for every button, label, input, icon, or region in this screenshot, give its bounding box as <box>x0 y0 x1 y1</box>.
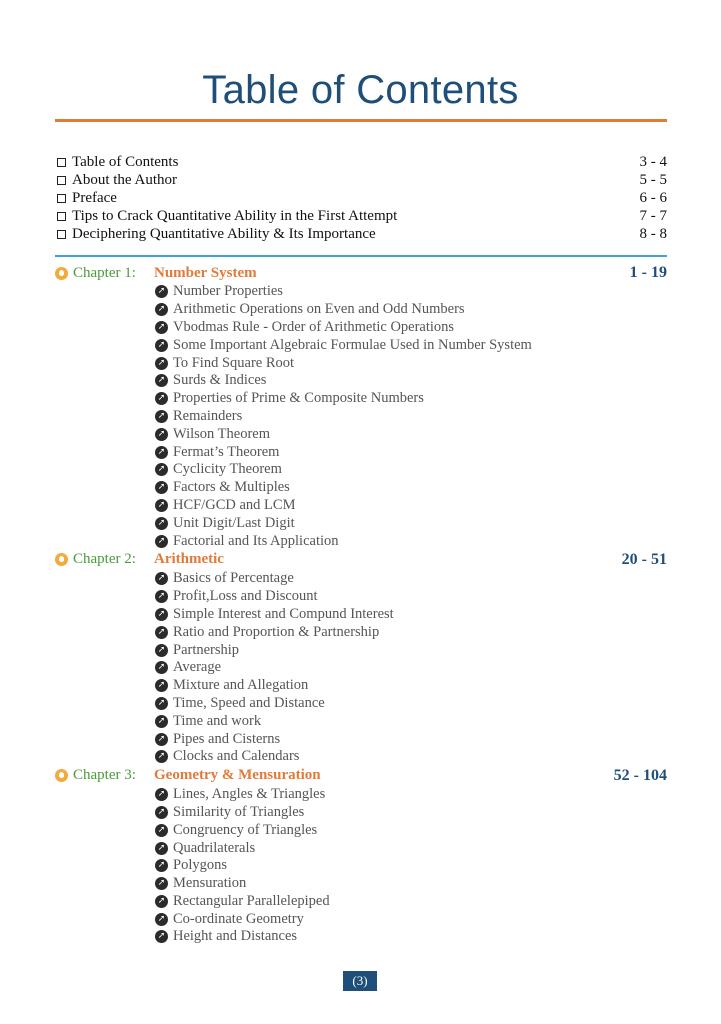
chapter-label: Chapter 3: <box>73 767 136 784</box>
topic-item[interactable] <box>55 354 667 372</box>
chapter-title: Number System <box>154 264 257 281</box>
topic-label: Fermat’s Theorem <box>173 443 280 460</box>
topic-item[interactable] <box>55 479 667 497</box>
topic-label: Quadrilaterals <box>173 839 256 856</box>
arrow-circle-icon: ➚ <box>155 374 168 387</box>
checkbox-icon <box>57 230 66 239</box>
topic-item[interactable] <box>55 748 667 766</box>
front-matter-item[interactable] <box>55 189 667 207</box>
arrow-circle-icon: ➚ <box>155 930 168 943</box>
arrow-circle-icon: ➚ <box>155 877 168 890</box>
topic-list <box>55 786 667 946</box>
topic-list <box>55 283 667 550</box>
chapter-block <box>55 550 667 766</box>
arrow-circle-icon: ➚ <box>155 644 168 657</box>
topic-label: To Find Square Root <box>173 354 295 371</box>
topic-label: Co-ordinate Geometry <box>173 910 304 927</box>
topic-label: Similarity of Triangles <box>173 803 305 820</box>
chapter-label: Chapter 1: <box>73 264 136 281</box>
topic-label: Factors & Multiples <box>173 479 290 496</box>
arrow-circle-icon: ➚ <box>155 788 168 801</box>
arrow-circle-icon: ➚ <box>155 463 168 476</box>
topic-label: Cyclicity Theorem <box>173 461 282 478</box>
arrow-circle-icon: ➚ <box>155 733 168 746</box>
chapter-title: Geometry & Mensuration <box>154 767 321 784</box>
front-matter-entry <box>55 172 177 189</box>
topic-label: Clocks and Calendars <box>173 748 300 765</box>
topic-label: Remainders <box>173 407 243 424</box>
topic-label: Arithmetic Operations on Even and Odd Numbers <box>173 301 465 318</box>
topic-item[interactable] <box>55 804 667 822</box>
front-matter-pages: 5 - 5 <box>639 171 667 188</box>
topic-item[interactable] <box>55 712 667 730</box>
arrow-circle-icon: ➚ <box>155 446 168 459</box>
arrow-circle-icon: ➚ <box>155 517 168 530</box>
arrow-circle-icon: ➚ <box>155 824 168 837</box>
front-matter-entry <box>55 154 178 171</box>
topic-item[interactable] <box>55 606 667 624</box>
topic-item[interactable] <box>55 372 667 390</box>
topic-item[interactable] <box>55 893 667 911</box>
checkbox-icon <box>57 158 66 167</box>
arrow-circle-icon: ➚ <box>155 535 168 548</box>
front-matter-entry <box>55 226 376 243</box>
topic-label: Mensuration <box>173 875 247 892</box>
chapter-pages: 20 - 51 <box>621 550 667 568</box>
section-divider <box>55 255 667 257</box>
front-matter-label: Table of Contents <box>72 153 179 170</box>
front-matter-item[interactable] <box>55 153 667 171</box>
topic-item[interactable] <box>55 319 667 337</box>
topic-item[interactable] <box>55 532 667 550</box>
arrow-circle-icon: ➚ <box>155 321 168 334</box>
topic-item[interactable] <box>55 301 667 319</box>
lightbulb-icon <box>55 769 68 782</box>
checkbox-icon <box>57 212 66 221</box>
topic-item[interactable] <box>55 875 667 893</box>
arrow-circle-icon: ➚ <box>155 285 168 298</box>
lightbulb-icon <box>55 553 68 566</box>
front-matter-pages: 6 - 6 <box>639 189 667 206</box>
topic-label: HCF/GCD and LCM <box>173 496 296 513</box>
arrow-circle-icon: ➚ <box>155 626 168 639</box>
topic-item[interactable] <box>55 570 667 588</box>
front-matter-item[interactable] <box>55 171 667 189</box>
topic-item[interactable] <box>55 786 667 804</box>
topic-label: Pipes and Cisterns <box>173 730 281 747</box>
topic-label: Mixture and Allegation <box>173 677 309 694</box>
topic-item[interactable] <box>55 443 667 461</box>
arrow-circle-icon: ➚ <box>155 806 168 819</box>
arrow-circle-icon: ➚ <box>155 715 168 728</box>
front-matter-list <box>55 153 667 243</box>
topic-item[interactable] <box>55 857 667 875</box>
checkbox-icon <box>57 194 66 203</box>
topic-label: Rectangular Parallelepiped <box>173 892 330 909</box>
topic-label: Height and Distances <box>173 928 298 945</box>
arrow-circle-icon: ➚ <box>155 895 168 908</box>
page-number: (3) <box>343 971 377 991</box>
front-matter-label: Tips to Crack Quantitative Ability in the First Attempt <box>72 207 398 224</box>
lightbulb-icon <box>55 267 68 280</box>
front-matter-pages: 7 - 7 <box>639 207 667 224</box>
front-matter-label: Deciphering Quantitative Ability & Its Importance <box>72 225 376 242</box>
arrow-circle-icon: ➚ <box>155 572 168 585</box>
front-matter-label: About the Author <box>72 171 177 188</box>
arrow-circle-icon: ➚ <box>155 499 168 512</box>
title-underline <box>55 119 667 122</box>
topic-item[interactable] <box>55 425 667 443</box>
front-matter-item[interactable] <box>55 225 667 243</box>
topic-label: Congruency of Triangles <box>173 821 318 838</box>
topic-label: Time, Speed and Distance <box>173 694 325 711</box>
arrow-circle-icon: ➚ <box>155 608 168 621</box>
topic-item[interactable] <box>55 928 667 946</box>
topic-item[interactable] <box>55 408 667 426</box>
topic-item[interactable] <box>55 910 667 928</box>
page-title: Table of Contents <box>202 68 519 112</box>
arrow-circle-icon: ➚ <box>155 303 168 316</box>
topic-label: Average <box>173 659 222 676</box>
arrow-circle-icon: ➚ <box>155 590 168 603</box>
topic-item[interactable] <box>55 659 667 677</box>
arrow-circle-icon: ➚ <box>155 697 168 710</box>
topic-label: Profit,Loss and Discount <box>173 588 318 605</box>
arrow-circle-icon: ➚ <box>155 842 168 855</box>
chapter-block <box>55 263 667 550</box>
front-matter-entry <box>55 208 397 225</box>
checkbox-icon <box>57 176 66 185</box>
chapter-label: Chapter 2: <box>73 551 136 568</box>
front-matter-item[interactable] <box>55 207 667 225</box>
topic-item[interactable] <box>55 695 667 713</box>
topic-item[interactable] <box>55 677 667 695</box>
topic-item[interactable] <box>55 390 667 408</box>
arrow-circle-icon: ➚ <box>155 859 168 872</box>
front-matter-pages: 3 - 4 <box>639 153 667 170</box>
topic-label: Time and work <box>173 712 262 729</box>
topic-label: Number Properties <box>173 283 283 300</box>
topic-label: Properties of Prime & Composite Numbers <box>173 390 424 407</box>
topic-label: Partnership <box>173 641 240 658</box>
front-matter-pages: 8 - 8 <box>639 225 667 242</box>
topic-item[interactable] <box>55 730 667 748</box>
arrow-circle-icon: ➚ <box>155 481 168 494</box>
chapter-title: Arithmetic <box>154 551 224 568</box>
chapter-pages: 52 - 104 <box>613 766 667 784</box>
topic-label: Some Important Algebraic Formulae Used in Number System <box>173 336 532 353</box>
topic-item[interactable] <box>55 821 667 839</box>
topic-item[interactable] <box>55 641 667 659</box>
arrow-circle-icon: ➚ <box>155 750 168 763</box>
chapter-pages: 1 - 19 <box>629 264 667 281</box>
chapter-heading[interactable] <box>55 263 667 283</box>
topic-item[interactable] <box>55 336 667 354</box>
topic-item[interactable] <box>55 497 667 515</box>
topic-label: Lines, Angles & Triangles <box>173 786 326 803</box>
topic-label: Polygons <box>173 857 227 874</box>
topic-list <box>55 570 667 766</box>
arrow-circle-icon: ➚ <box>155 661 168 674</box>
chapter-heading[interactable] <box>55 766 667 786</box>
front-matter-entry <box>55 190 117 207</box>
arrow-circle-icon: ➚ <box>155 339 168 352</box>
arrow-circle-icon: ➚ <box>155 428 168 441</box>
topic-item[interactable] <box>55 623 667 641</box>
topic-label: Vbodmas Rule - Order of Arithmetic Operations <box>173 318 455 335</box>
chapter-list <box>55 263 667 946</box>
topic-label: Surds & Indices <box>173 372 267 389</box>
topic-label: Ratio and Proportion & Partnership <box>173 623 380 640</box>
arrow-circle-icon: ➚ <box>155 410 168 423</box>
topic-label: Basics of Percentage <box>173 570 294 587</box>
topic-item[interactable] <box>55 588 667 606</box>
topic-item[interactable] <box>55 514 667 532</box>
arrow-circle-icon: ➚ <box>155 357 168 370</box>
arrow-circle-icon: ➚ <box>155 679 168 692</box>
topic-label: Unit Digit/Last Digit <box>173 514 295 531</box>
topic-label: Simple Interest and Compund Interest <box>173 605 394 622</box>
chapter-block <box>55 766 667 946</box>
topic-label: Wilson Theorem <box>173 425 271 442</box>
topic-item[interactable] <box>55 839 667 857</box>
front-matter-label: Preface <box>72 189 117 206</box>
chapter-heading[interactable] <box>55 550 667 570</box>
topic-item[interactable] <box>55 283 667 301</box>
topic-label: Factorial and Its Application <box>173 532 339 549</box>
arrow-circle-icon: ➚ <box>155 913 168 926</box>
arrow-circle-icon: ➚ <box>155 392 168 405</box>
topic-item[interactable] <box>55 461 667 479</box>
